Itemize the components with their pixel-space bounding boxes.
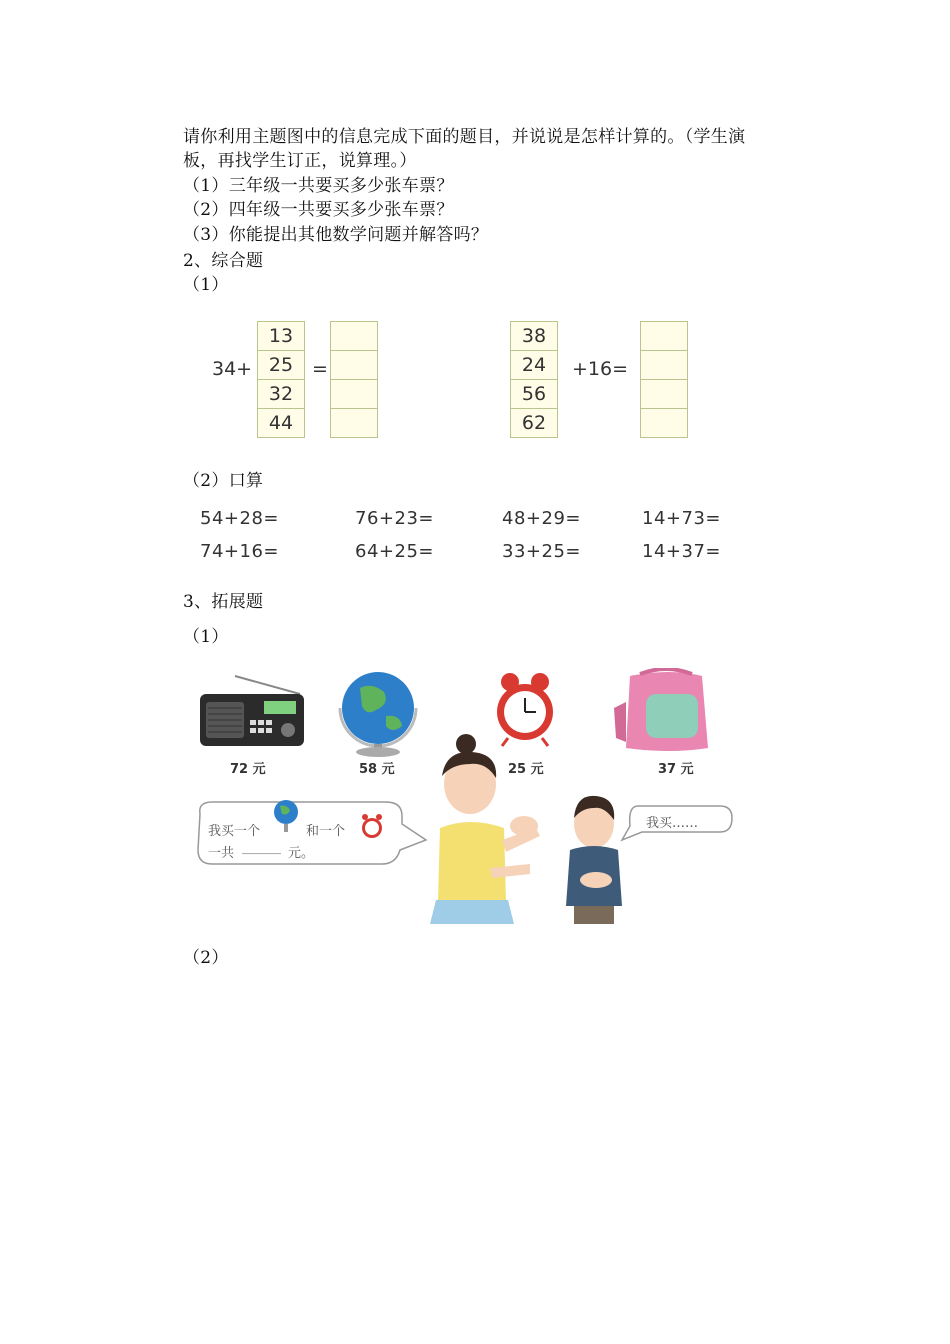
price-backpack: 37 元 (658, 762, 694, 777)
answer-box[interactable] (331, 409, 377, 437)
boy-figure (566, 796, 622, 924)
answer-box[interactable] (331, 322, 377, 351)
section-2-part-1: （1） (183, 275, 229, 295)
answer-box[interactable] (641, 409, 687, 437)
left-number: 13 (258, 322, 304, 351)
radio-icon (200, 676, 304, 746)
right-number: 56 (511, 380, 557, 409)
oral-calc: 48+29= (502, 508, 581, 529)
backpack-icon (614, 669, 708, 751)
right-number: 62 (521, 412, 547, 434)
price-radio: 72 元 (230, 762, 266, 777)
question-3: （3）你能提出其他数学问题并解答吗？ (183, 225, 489, 245)
right-operator: +16= (572, 358, 629, 380)
price-clock: 25 元 (508, 762, 544, 777)
left-operator: 34+ (212, 358, 253, 380)
oral-calc: 14+37= (642, 541, 721, 562)
left-equals: = (312, 358, 328, 380)
answer-box[interactable] (641, 322, 687, 351)
oral-calc: 64+25= (355, 541, 434, 562)
shopping-illustration (190, 668, 750, 924)
oral-calc: 76+23= (355, 508, 434, 529)
bubble-blank: ______ (242, 840, 281, 855)
right-answer-column (640, 321, 688, 438)
answer-box[interactable] (641, 380, 687, 409)
intro-line-2: 板，再找学生订正，说算理。） (183, 151, 417, 171)
left-answer-column (330, 321, 378, 438)
oral-calc: 74+16= (200, 541, 279, 562)
oral-calc: 33+25= (502, 541, 581, 562)
bubble-left-text-b: 和一个 (306, 824, 346, 839)
alarm-clock-icon (497, 673, 553, 746)
oral-calc: 54+28= (200, 508, 279, 529)
section-3-part-1: （1） (183, 627, 229, 647)
section-3-title: 3、拓展题 (183, 592, 264, 612)
left-number: 44 (268, 412, 294, 434)
left-number: 25 (258, 351, 304, 380)
price-globe: 58 元 (359, 762, 395, 777)
bubble-left-text-a: 我买一个 (208, 824, 261, 839)
left-number-column (257, 321, 305, 438)
bubble-left-text-c: 一共 (208, 846, 235, 861)
bubble-left-text-d: 元。 (288, 846, 315, 861)
section-2-part-2: （2）口算 (183, 471, 264, 491)
intro-line-1: 请你利用主题图中的信息完成下面的题目，并说说是怎样计算的。（学生演 (183, 127, 746, 147)
section-3-part-2: （2） (183, 948, 229, 968)
question-1: （1）三年级一共要买多少张车票？ (183, 176, 454, 196)
right-number: 38 (511, 322, 557, 351)
section-2-title: 2、综合题 (183, 251, 264, 271)
answer-box[interactable] (331, 380, 377, 409)
bubble-right-text: 我买…… (646, 816, 699, 831)
left-number: 32 (258, 380, 304, 409)
answer-box[interactable] (641, 351, 687, 380)
globe-icon (340, 672, 416, 757)
right-number-column (510, 321, 558, 438)
question-2: （2）四年级一共要买多少张车票？ (183, 200, 454, 220)
right-number: 24 (511, 351, 557, 380)
answer-box[interactable] (331, 351, 377, 380)
oral-calc: 14+73= (642, 508, 721, 529)
